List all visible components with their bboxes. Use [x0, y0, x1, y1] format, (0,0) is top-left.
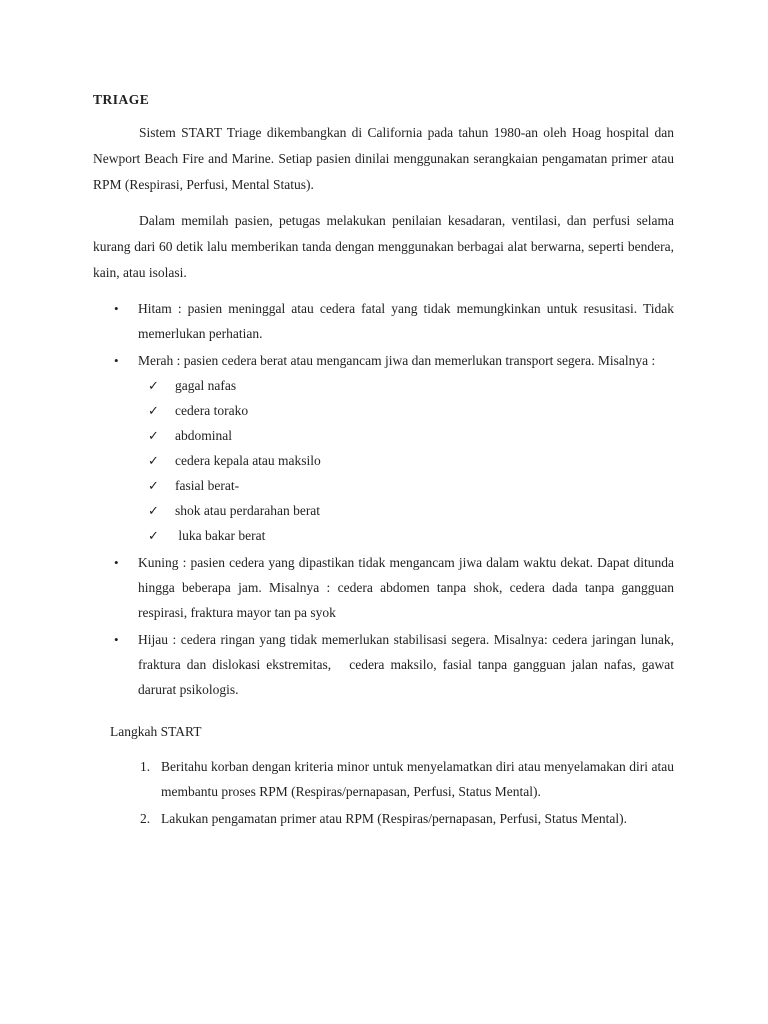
check-item-text: luka bakar berat — [175, 528, 266, 543]
checkmark-icon: ✓ — [148, 528, 159, 543]
start-steps-list — [93, 754, 674, 831]
check-item — [138, 373, 674, 398]
category-kuning — [93, 550, 674, 625]
page-title: TRIAGE — [93, 92, 150, 107]
merah-examples-list — [138, 373, 674, 548]
check-item — [138, 448, 674, 473]
bullet-icon: • — [114, 353, 119, 368]
document-body — [93, 92, 685, 833]
step-text: Lakukan pengamatan primer atau RPM (Respiras/pernapasan, Perfusi, Status Mental). — [161, 811, 628, 826]
category-text: Hitam : pasien meninggal atau cedera fatal yang tidak memungkinkan untuk resusitasi. Tidak memerlukan perhatian. — [138, 301, 674, 341]
checkmark-icon: ✓ — [148, 503, 159, 518]
bullet-icon: • — [114, 555, 119, 570]
step-item — [93, 806, 674, 831]
checkmark-icon: ✓ — [148, 453, 159, 468]
check-item — [138, 423, 674, 448]
check-item — [138, 473, 674, 498]
category-merah — [93, 348, 674, 548]
check-item-text: shok atau perdarahan berat — [175, 503, 321, 518]
category-text: Hijau : cedera ringan yang tidak memerlukan stabilisasi segera. Misalnya: cedera jaringan lunak, fraktura dan dislokasi ekstremitas, cedera maksilo, fasial tanpa gangguan jalan nafas, gawat darurat psikologis. — [138, 632, 685, 697]
bullet-icon: • — [114, 301, 119, 316]
category-hijau — [93, 627, 685, 702]
intro-paragraph: Sistem START Triage dikembangkan di California pada tahun 1980-an oleh Hoag hospital dan Newport Beach Fire and Marine. Setiap pasien dinilai menggunakan serangkaian pengamatan primer atau RPM (Respirasi, Perfusi, Mental Status). — [93, 125, 674, 192]
step-item — [93, 754, 674, 804]
check-item-text: cedera kepala atau maksilo — [175, 453, 321, 468]
steps-heading: Langkah START — [110, 724, 202, 739]
checkmark-icon: ✓ — [148, 478, 159, 493]
step-number: 1. — [140, 759, 151, 774]
check-item-text: fasial berat- — [175, 478, 240, 493]
checkmark-icon: ✓ — [148, 428, 159, 443]
check-item — [138, 398, 674, 423]
category-text: Kuning : pasien cedera yang dipastikan tidak mengancam jiwa dalam waktu dekat. Dapat ditunda hingga beberapa jam. Misalnya : cedera abdomen tanpa shok, cedera dada tanpa gangguan respirasi, fraktura mayor tan pa syok — [138, 555, 674, 620]
check-item-text: abdominal — [175, 428, 232, 443]
step-number: 2. — [140, 811, 151, 826]
step-text: Beritahu korban dengan kriteria minor untuk menyelamatkan diri atau menyelamakan diri atau membantu proses RPM (Respiras/pernapasan, Perfusi, Status Mental). — [161, 759, 674, 799]
category-text: Merah : pasien cedera berat atau mengancam jiwa dan memerlukan transport segera. Misalnya : — [138, 353, 656, 368]
check-item — [138, 498, 674, 523]
checkmark-icon: ✓ — [148, 378, 159, 393]
category-hitam — [93, 296, 674, 346]
triage-category-list — [93, 296, 685, 702]
check-item-text: cedera torako — [175, 403, 249, 418]
sorting-paragraph: Dalam memilah pasien, petugas melakukan penilaian kesadaran, ventilasi, dan perfusi selama kurang dari 60 detik lalu memberikan tanda dengan menggunakan berbagai alat berwarna, seperti bendera, kain, atau isolasi. — [93, 213, 674, 280]
check-item — [138, 523, 674, 548]
check-item-text: gagal nafas — [175, 378, 237, 393]
bullet-icon: • — [114, 632, 119, 647]
checkmark-icon: ✓ — [148, 403, 159, 418]
